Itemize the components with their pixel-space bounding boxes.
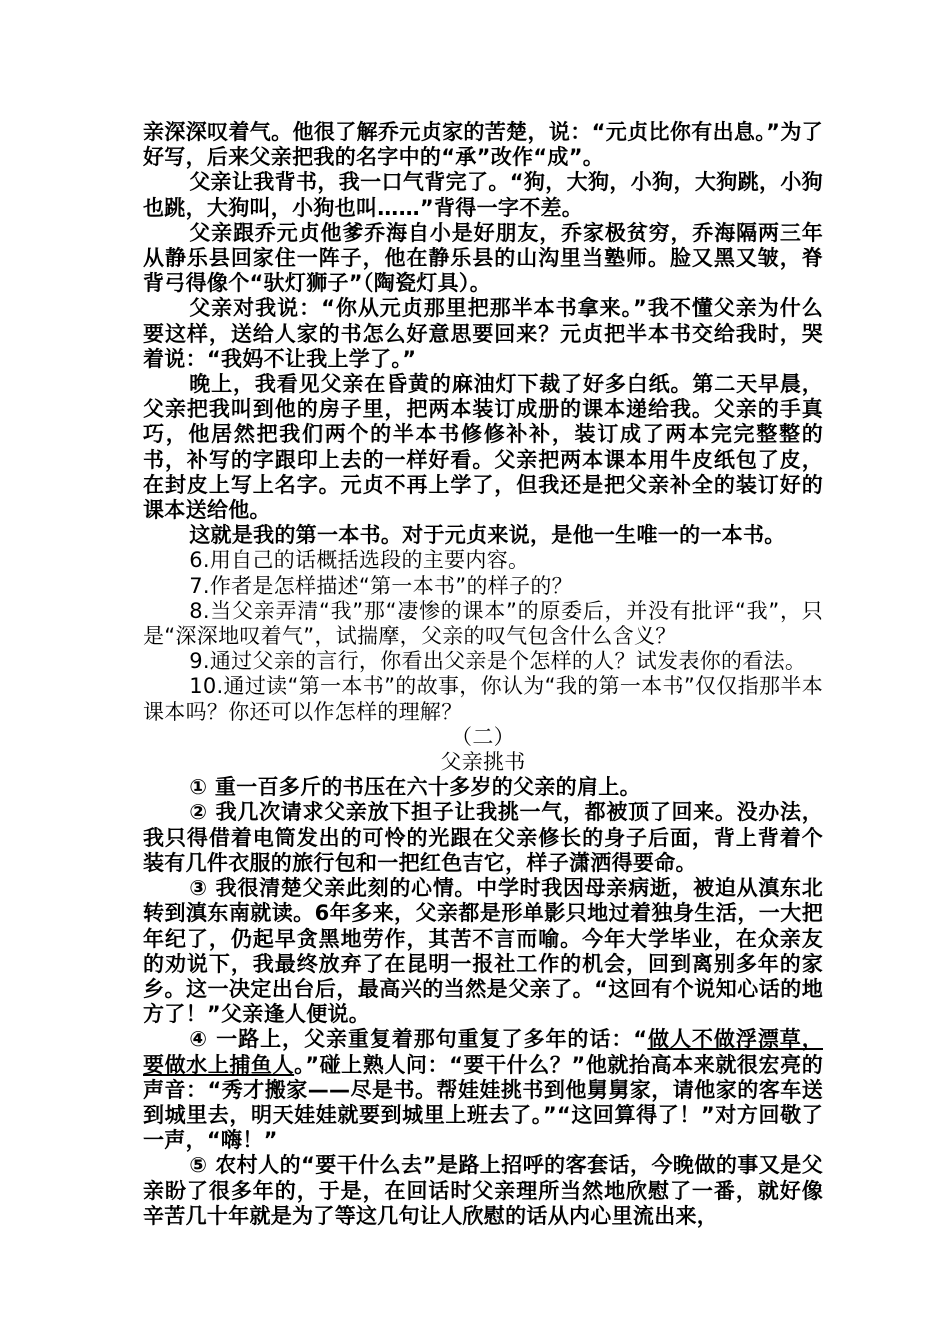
question-10: 10.通过读“第一本书”的故事，你认为“我的第一本书”仅仅指那半本课本吗？你还可以作怎样的理解？: [143, 674, 823, 724]
paragraph: 父亲跟乔元贞他爹乔海自小是好朋友，乔家极贫穷，乔海隔两三年从静乐县回家住一阵子，他在静乐县的山沟里当塾师。脸又黑又皱，脊背弓得像个“驮灯狮子”（陶瓷灯具）。: [143, 220, 823, 296]
question-9: 9.通过父亲的言行，你看出父亲是个怎样的人？试发表你的看法。: [189, 649, 807, 674]
document-body: [143, 120, 823, 1229]
paragraph: 晚上，我看见父亲在昏黄的麻油灯下裁了好多白纸。第二天早晨，父亲把我叫到他的房子里，把两本装订成册的课本递给我。父亲的手真巧，他居然把我们两个的半本书修修补补，装订成了两本完完整整的书，补写的字跟印上去的一样好看。父亲把两本课本用牛皮纸包了皮，在封皮上写上名字。元贞不再上学了，但我还是把父亲补全的装订好的课本送给他。: [143, 372, 823, 523]
section-number: （二）: [451, 724, 515, 749]
question-7: 7.作者是怎样描述“第一本书”的样子的？: [189, 573, 573, 598]
paragraph-3: ③ 我很清楚父亲此刻的心情。中学时我因母亲病逝，被迫从滇东北转到滇东南就读。6年多来，父亲都是形单影只地过着独身生活，一大把年纪了，仍起早贪黑地劳作，其苦不言而喻。今年大学毕业，在众亲友的劝说下，我最终放弃了在昆明一报社工作的机会，回到离别多年的家乡。这一决定出台后，最高兴的当然是父亲了。“这回有个说知心话的地方了！”父亲逢人便说。: [143, 876, 823, 1027]
paragraph-1: ① 重一百多斤的书压在六十多岁的父亲的肩上。: [189, 775, 641, 800]
paragraph-4: [143, 1027, 823, 1153]
section-title: 父亲挑书: [440, 750, 526, 775]
paragraph: 亲深深叹着气。他很了解乔元贞家的苦楚，说：“元贞比你有出息。”为了好写，后来父亲把我的名字中的“承”改作“成”。: [143, 120, 823, 170]
paragraph-4-start: ④ 一路上，父亲重复着那句重复了多年的话：“: [189, 1027, 648, 1052]
paragraph: 这就是我的第一本书。对于元贞来说，是他一生唯一的一本书。: [189, 523, 786, 548]
question-8: 8.当父亲弄清“我”那“凄惨的课本”的原委后，并没有批评“我”，只是“深深地叹着气”，试揣摩，父亲的叹气包含什么含义？: [143, 598, 823, 649]
paragraph-5: ⑤ 农村人的“要干什么去”是路上招呼的客套话，今晚做的事又是父亲盼了很多年的，于是，在回话时父亲理所当然地欣慰了一番，就好像辛苦几十年就是为了等这几句让人欣慰的话从内心里流出来，: [143, 1153, 823, 1228]
underlined-quote: 做人不做浮漂草，要做水上捕鱼人: [143, 1027, 823, 1077]
paragraph-4-rest: 。”碰上熟人问：“要干什么？”他就抬高本来就很宏亮的声音：“秀才搬家——尽是书。帮娃娃挑书到他舅舅家，请他家的客车送到城里去，明天娃娃就要到城里上班去了。”“这回算得了！”对方回敬了一声，“嗨！”: [143, 1052, 823, 1153]
paragraph-2: ② 我几次请求父亲放下担子让我挑一气，都被顶了回来。没办法，我只得借着电筒发出的可怜的光跟在父亲修长的身子后面，背上背着个装有几件衣服的旅行包和一把红色吉它，样子潇洒得要命。: [143, 800, 823, 875]
question-6: 6.用自己的话概括选段的主要内容。: [189, 548, 530, 573]
paragraph: 父亲对我说：“你从元贞那里把那半本书拿来。”我不懂父亲为什么要这样，送给人家的书怎么好意思要回来？元贞把半本书交给我时，哭着说：“我妈不让我上学了。”: [143, 296, 823, 371]
paragraph: 父亲让我背书，我一口气背完了。“狗，大狗，小狗，大狗跳，小狗也跳，大狗叫，小狗也叫……”背得一字不差。: [143, 170, 823, 220]
